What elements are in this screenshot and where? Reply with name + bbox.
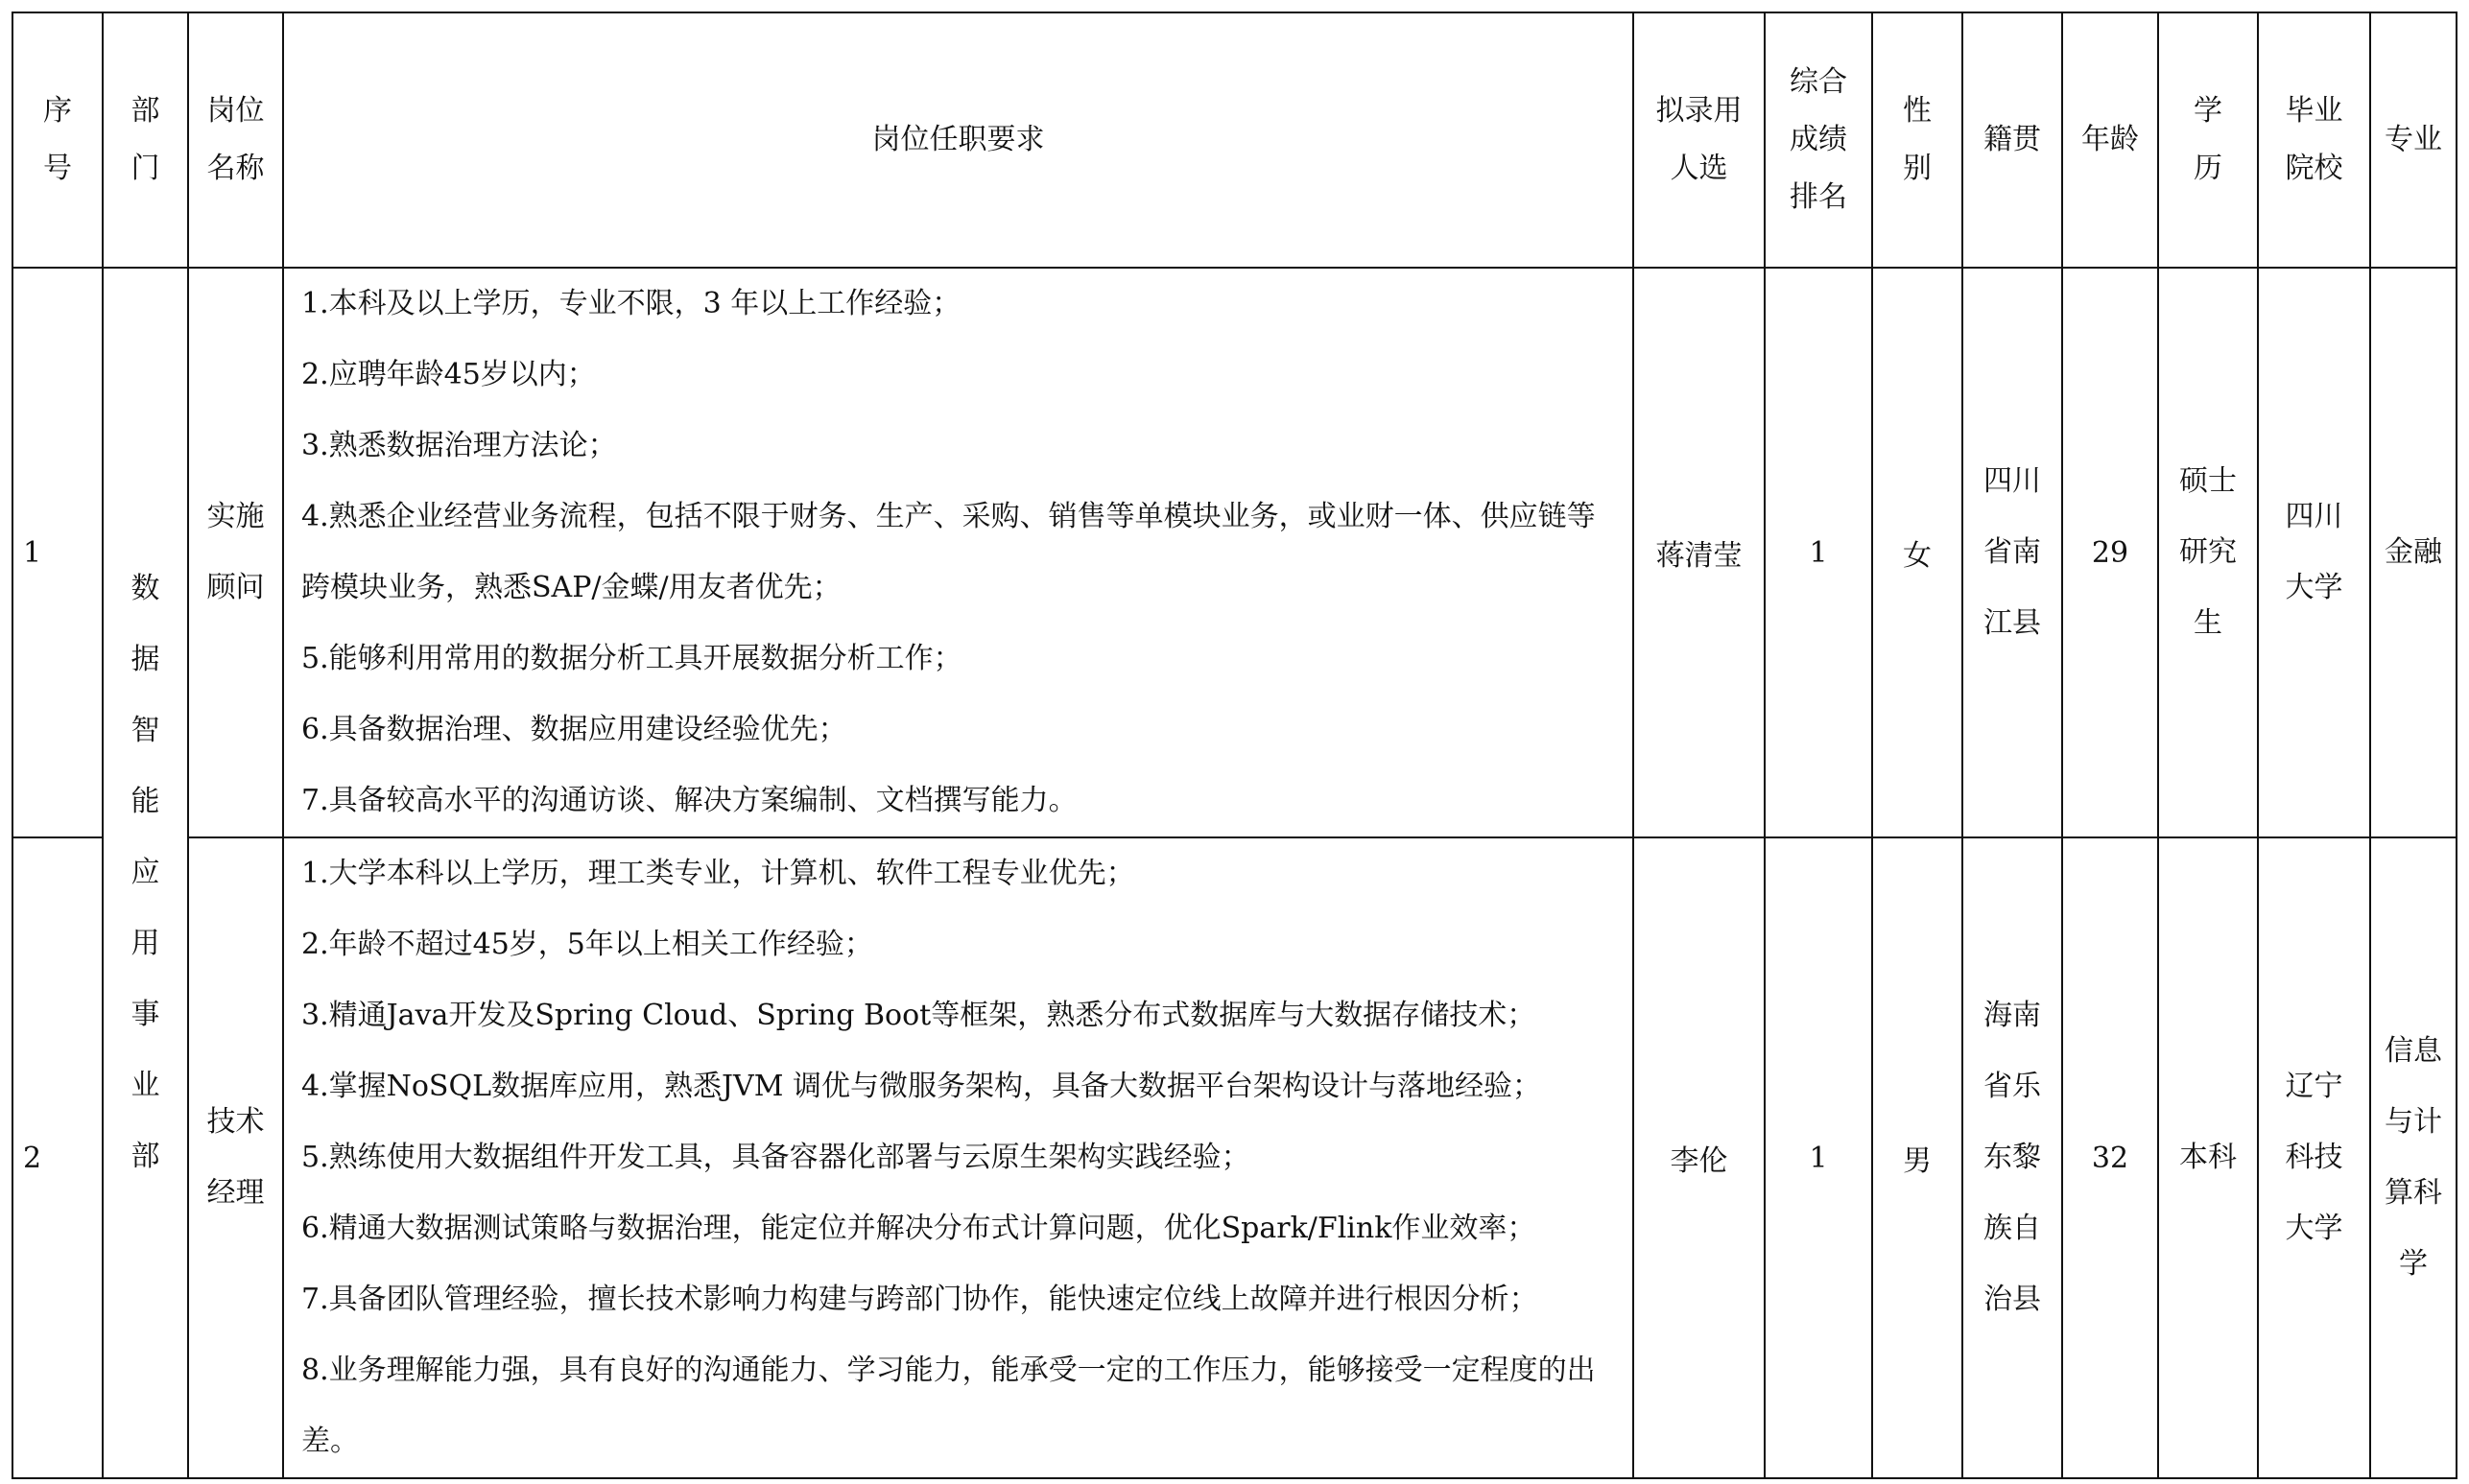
requirement-item: 8.业务理解能力强，具有良好的沟通能力、学习能力，能承受一定的工作压力，能够接受一定程度的出差。 [301, 1354, 1596, 1458]
requirement-item: 2.应聘年龄45岁以内； [301, 358, 596, 391]
requirement-item: 7.具备团队管理经验，擅长技术影响力构建与跨部门协作，能快速定位线上故障并进行根因分析； [301, 1283, 1538, 1316]
requirement-item: 5.能够利用常用的数据分析工具开展数据分析工作； [301, 642, 962, 675]
header-position: 岗位 名称 [188, 12, 283, 268]
major-cell: 信息 与计 算科 学 [2370, 837, 2457, 1478]
position-cell: 技术 经理 [188, 837, 283, 1478]
education-cell: 本科 [2158, 837, 2258, 1478]
requirement-item: 3.熟悉数据治理方法论； [301, 429, 617, 462]
header-candidate: 拟录用 人选 [1633, 12, 1765, 268]
requirement-item: 2.年龄不超过45岁，5年以上相关工作经验； [301, 928, 873, 961]
table-row [12, 268, 2457, 837]
requirement-item: 7.具备较高水平的沟通访谈、解决方案编制、文档撰写能力。 [301, 784, 1078, 817]
rank-cell: 1 [1765, 268, 1872, 837]
header-school: 毕业 院校 [2258, 12, 2370, 268]
recruitment-table [12, 12, 2457, 1479]
origin-cell: 海南 省乐 东黎 族自 治县 [1962, 837, 2062, 1478]
rank-cell: 1 [1765, 837, 1872, 1478]
origin-cell: 四川 省南 江县 [1962, 268, 2062, 837]
requirement-item: 1.大学本科以上学历，理工类专业，计算机、软件工程专业优先； [301, 857, 1135, 890]
header-origin: 籍贯 [1962, 12, 2062, 268]
row-index: 2 [12, 837, 103, 1478]
department-cell: 数 据 智 能 应 用 事 业 部 [103, 268, 188, 1478]
candidate-cell: 蒋清莹 [1633, 268, 1765, 837]
requirement-item: 5.熟练使用大数据组件开发工具，具备容器化部署与云原生架构实践经验； [301, 1141, 1250, 1174]
requirement-item: 1.本科及以上学历，专业不限，3 年以上工作经验； [301, 287, 961, 320]
row-index: 1 [12, 268, 103, 837]
header-requirements: 岗位任职要求 [283, 12, 1633, 268]
header-major: 专业 [2370, 12, 2457, 268]
table-row [12, 837, 2457, 1478]
school-cell: 辽宁 科技 大学 [2258, 837, 2370, 1478]
header-gender: 性 别 [1872, 12, 1962, 268]
age-cell: 32 [2062, 837, 2158, 1478]
requirement-item: 6.精通大数据测试策略与数据治理，能定位并解决分布式计算问题，优化Spark/Flink作业效率； [301, 1212, 1536, 1245]
header-index: 序 号 [12, 12, 103, 268]
header-department: 部 门 [103, 12, 188, 268]
requirement-item: 4.熟悉企业经营业务流程，包括不限于财务、生产、采购、销售等单模块业务，或业财一体、供应链等跨模块业务，熟悉SAP/金蝶/用友者优先； [301, 500, 1596, 604]
gender-cell: 男 [1872, 837, 1962, 1478]
major-cell: 金融 [2370, 268, 2457, 837]
header-rank: 综合 成绩 排名 [1765, 12, 1872, 268]
header-row [12, 12, 2457, 268]
requirement-item: 3.精通Java开发及Spring Cloud、Spring Boot等框架，熟悉分布式数据库与大数据存储技术； [301, 999, 1536, 1032]
education-cell: 硕士 研究 生 [2158, 268, 2258, 837]
requirements-cell [283, 268, 1633, 837]
school-cell: 四川 大学 [2258, 268, 2370, 837]
requirement-item: 6.具备数据治理、数据应用建设经验优先； [301, 713, 847, 746]
age-cell: 29 [2062, 268, 2158, 837]
header-education: 学 历 [2158, 12, 2258, 268]
position-cell: 实施 顾问 [188, 268, 283, 837]
header-age: 年龄 [2062, 12, 2158, 268]
candidate-cell: 李伦 [1633, 837, 1765, 1478]
requirements-cell [283, 837, 1633, 1478]
requirement-item: 4.掌握NoSQL数据库应用，熟悉JVM 调优与微服务架构，具备大数据平台架构设计与落地经验； [301, 1070, 1541, 1103]
gender-cell: 女 [1872, 268, 1962, 837]
